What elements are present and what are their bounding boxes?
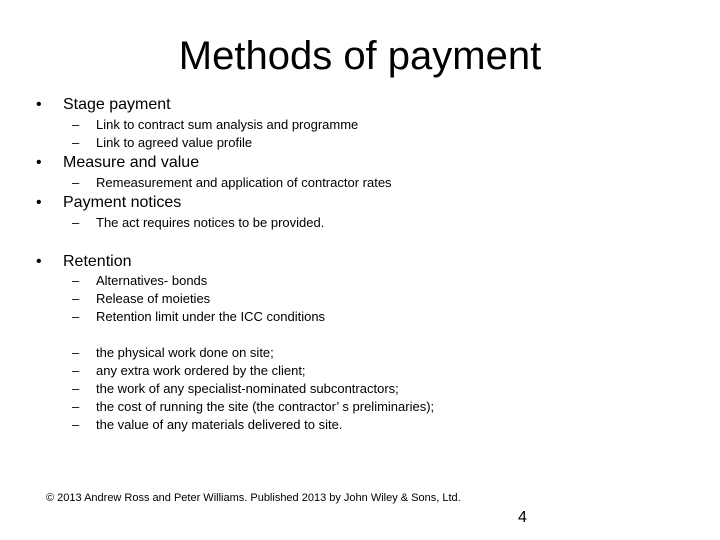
section-heading-retention: Retention	[63, 253, 132, 270]
section-heading-stage-payment: Stage payment	[63, 96, 171, 113]
sub-item: Remeasurement and application of contractor rates	[96, 175, 392, 190]
dash-marker: –	[72, 273, 80, 288]
valuation-item: the cost of running the site (the contractor’ s preliminaries);	[96, 399, 435, 414]
bullet-marker: •	[36, 96, 42, 113]
sub-item: The act requires notices to be provided.	[96, 215, 325, 230]
sub-item: Link to agreed value profile	[96, 135, 253, 150]
dash-marker: –	[72, 363, 80, 378]
dash-marker: –	[72, 381, 80, 396]
valuation-item: the value of any materials delivered to site.	[96, 417, 343, 432]
dash-marker: –	[72, 215, 80, 230]
valuation-item: the work of any specialist-nominated subcontractors;	[96, 381, 399, 396]
dash-marker: –	[72, 417, 80, 432]
dash-marker: –	[72, 345, 80, 360]
dash-marker: –	[72, 117, 80, 132]
dash-marker: –	[72, 175, 80, 190]
bullet-marker: •	[36, 154, 42, 171]
sub-item: Release of moieties	[96, 291, 211, 306]
dash-marker: –	[72, 135, 80, 150]
sub-item: Alternatives- bonds	[96, 273, 208, 288]
section-heading-measure-and-value: Measure and value	[63, 154, 200, 171]
sub-item: Link to contract sum analysis and programme	[96, 117, 359, 132]
dash-marker: –	[72, 291, 80, 306]
section-heading-payment-notices: Payment notices	[63, 194, 182, 211]
bullet-marker: •	[36, 253, 42, 270]
copyright-footer: © 2013 Andrew Ross and Peter Williams. Published 2013 by John Wiley & Sons, Ltd.	[46, 492, 461, 504]
bullet-marker: •	[36, 194, 42, 211]
page-number: 4	[518, 509, 527, 526]
dash-marker: –	[72, 399, 80, 414]
valuation-item: any extra work ordered by the client;	[96, 363, 306, 378]
sub-item: Retention limit under the ICC conditions	[96, 309, 326, 324]
slide-title: Methods of payment	[178, 34, 542, 78]
dash-marker: –	[72, 309, 80, 324]
valuation-item: the physical work done on site;	[96, 345, 274, 360]
